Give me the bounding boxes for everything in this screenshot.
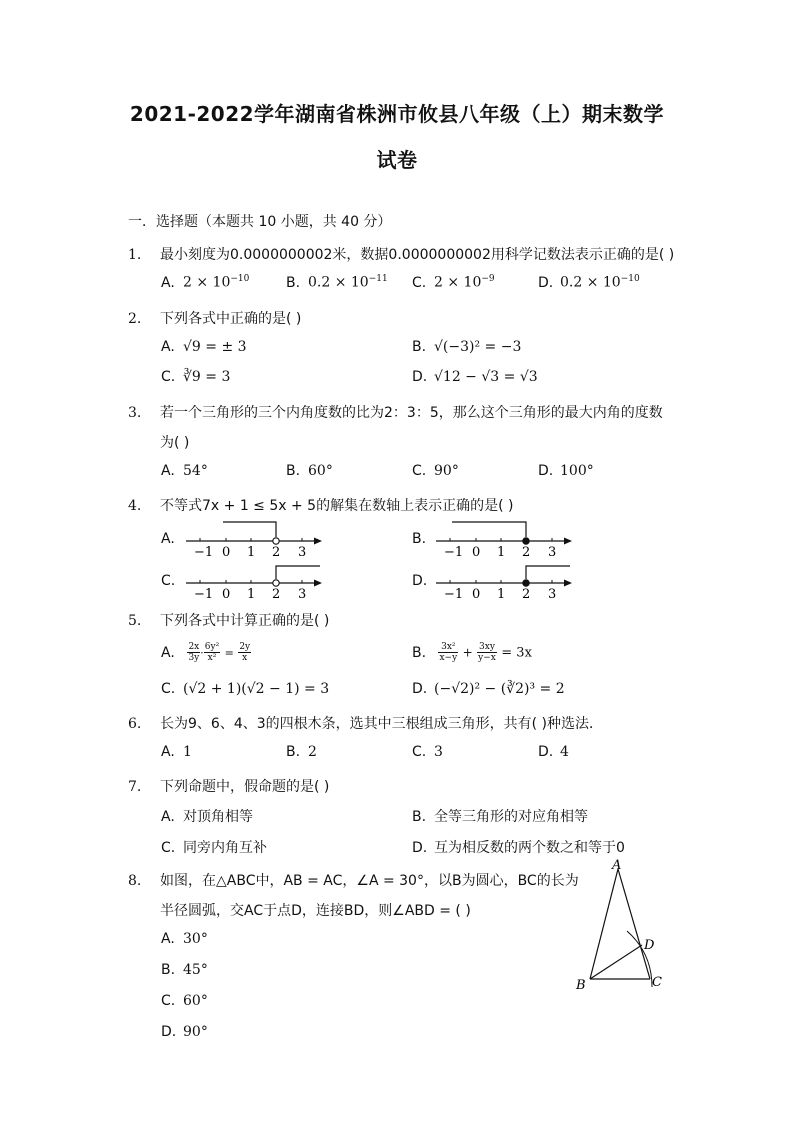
tick-label: 0 [472,545,481,560]
question-1: 1. 最小刻度为0.0000000002米，数据0.0000000002用科学记数法表示正确的是( ) [128,247,675,263]
q7-option-c[interactable]: C. 同旁内角互补 [161,840,267,856]
number-line-c [180,560,330,602]
q7-option-b[interactable]: B. 全等三角形的对应角相等 [412,809,588,825]
tick-label: 2 [522,545,531,560]
tick-label: 3 [548,587,557,602]
page-title: 2021-2022学年湖南省株洲市攸县八年级（上）期末数学 [129,102,665,126]
q2-option-c[interactable]: C. ∛9 = 3 [161,369,231,385]
tick-label: 0 [222,545,231,560]
question-5-text: 下列各式中计算正确的是( ) [160,613,330,629]
number-line-d [430,560,580,602]
question-4: 4. 不等式7x + 1 ≤ 5x + 5的解集在数轴上表示正确的是( ) [128,498,514,514]
tick-label: −1 [444,587,464,602]
q5-option-c[interactable]: C. (√2 + 1)(√2 − 1) = 3 [161,681,330,697]
tick-label: 3 [298,587,307,602]
question-6-text: 长为9、6、4、3的四根木条，选其中三根组成三角形，共有( )种选法． [160,716,604,732]
question-2-text: 下列各式中正确的是( ) [160,311,302,327]
tick-label: 1 [497,545,506,560]
tick-label: −1 [194,587,214,602]
q7-option-d[interactable]: D. 互为相反数的两个数之和等于0 [412,840,625,856]
question-2: 2. 下列各式中正确的是( ) [128,311,302,327]
q5-option-a[interactable]: A. $\frac{2x}{3y}$ · $\frac{\text{6y²}}{\text{x²}}$ = $\frac{2y}{x}$ [161,642,251,663]
q1-option-c[interactable]: C. $2 \times 10^{-9}$ [412,274,495,291]
tick-label: 3 [548,545,557,560]
q2-option-b[interactable]: B. √(−3)² = −3 [412,339,522,355]
q1-option-a[interactable]: A. $2 \times 10^{-10}$ [161,274,250,291]
question-3-text: 若一个三角形的三个内角度数的比为2：3：5，那么这个三角形的最大内角的度数 [160,405,663,421]
q8-option-b[interactable]: B. 45° [161,962,208,978]
q1-option-b[interactable]: B. $0.2 \times 10^{-11}$ [286,274,388,291]
q4-option-a[interactable]: A. [161,531,175,547]
q7-option-a[interactable]: A. 对顶角相等 [161,809,253,825]
tick-label: 1 [247,587,256,602]
tick-label: 0 [222,587,231,602]
q6-option-d[interactable]: D. 4 [538,744,569,760]
q8-option-c[interactable]: C. 60° [161,993,208,1009]
question-6: 6. 长为9、6、4、3的四根木条，选其中三根组成三角形，共有( )种选法． [128,716,604,732]
q6-option-c[interactable]: C. 3 [412,744,443,760]
q4-option-b[interactable]: B. [412,531,427,547]
vertex-label-d: D [644,938,655,953]
q3-option-c[interactable]: C. 90° [412,463,459,479]
q8-option-d[interactable]: D. 90° [161,1024,208,1040]
q2-option-d[interactable]: D. √12 − √3 = √3 [412,369,538,385]
tick-label: 3 [298,545,307,560]
q5-option-d[interactable]: D. (−√2)² − (∛2)³ = 2 [412,681,565,697]
question-8-text: 如图，在△ABC中，AB = AC，∠A = 30°，以B为圆心，BC的长为 [160,873,579,889]
tick-label: 2 [522,587,531,602]
tick-label: 1 [497,587,506,602]
triangle-figure [570,855,670,995]
tick-label: 2 [272,587,281,602]
question-1-text: 最小刻度为0.0000000002米，数据0.0000000002用科学记数法表示正确的是( ) [160,247,675,263]
question-8-text-cont: 半径圆弧，交AC于点D，连接BD，则∠ABD = ( ) [160,903,471,919]
question-7: 7. 下列命题中，假命题的是( ) [128,779,330,795]
tick-label: −1 [194,545,214,560]
section-heading: 一．选择题（本题共 10 小题，共 40 分） [128,214,392,230]
question-5: 5. 下列各式中计算正确的是( ) [128,613,330,629]
q1-option-d[interactable]: D. $0.2 \times 10^{-10}$ [538,274,640,291]
vertex-label-c: C [652,975,662,990]
q3-option-d[interactable]: D. 100° [538,463,594,479]
q4-option-d[interactable]: D. [412,573,428,589]
tick-label: −1 [444,545,464,560]
tick-label: 0 [472,587,481,602]
q2-option-a[interactable]: A. √9 = ± 3 [161,339,247,355]
q3-option-a[interactable]: A. 54° [161,463,208,479]
q5-option-b[interactable]: B. $\frac{\text{3x²}}{x-y}$ + $\frac{3xy}{y-x}$ = 3x [412,642,532,663]
q3-option-b[interactable]: B. 60° [286,463,333,479]
tick-label: 2 [272,545,281,560]
vertex-label-a: A [612,858,622,873]
q4-option-c[interactable]: C. [161,573,176,589]
number-line-a [180,518,330,560]
q6-option-b[interactable]: B. 2 [286,744,317,760]
page-title-cont: 试卷 [376,148,418,172]
question-3: 3. 若一个三角形的三个内角度数的比为2：3：5，那么这个三角形的最大内角的度数 [128,405,663,421]
question-8: 8. 如图，在△ABC中，AB = AC，∠A = 30°，以B为圆心，BC的长为 [128,873,579,889]
question-7-text: 下列命题中，假命题的是( ) [160,779,330,795]
q6-option-a[interactable]: A. 1 [161,744,192,760]
question-3-text-cont: 为( ) [160,435,190,451]
vertex-label-b: B [576,978,586,993]
number-line-b [430,518,580,560]
tick-label: 1 [247,545,256,560]
question-4-text: 不等式7x + 1 ≤ 5x + 5的解集在数轴上表示正确的是( ) [160,498,514,514]
q8-option-a[interactable]: A. 30° [161,931,208,947]
